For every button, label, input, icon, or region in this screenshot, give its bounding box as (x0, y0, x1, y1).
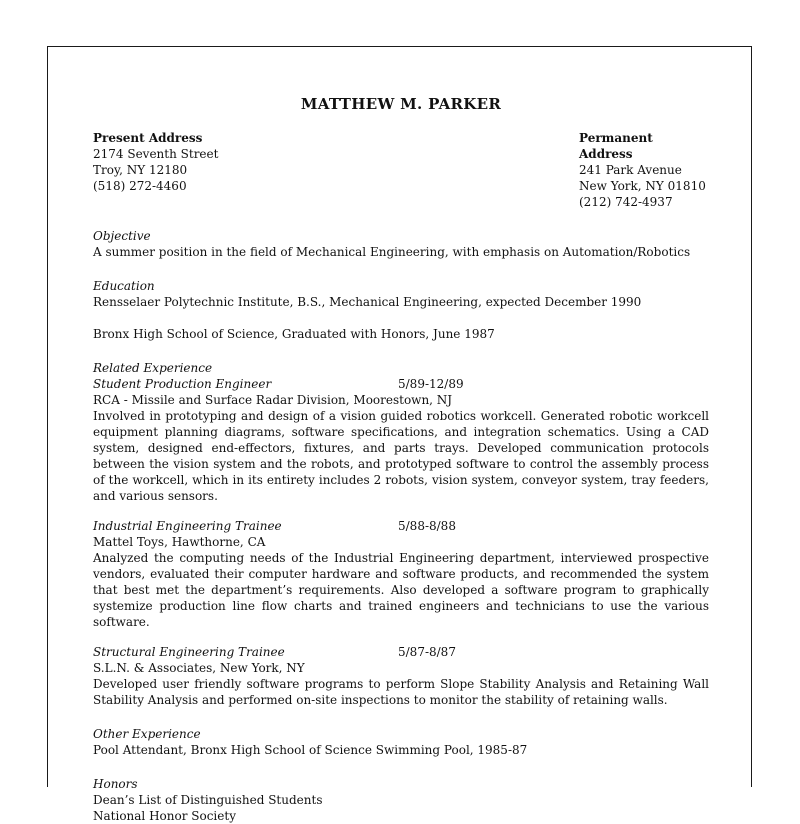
objective-text: A summer position in the field of Mechanical Engineering, with emphasis on Automation/Robotics (93, 245, 691, 259)
education-section (93, 278, 709, 342)
job-employer: S.L.N. & Associates, New York, NY (93, 661, 305, 675)
job-header (93, 376, 709, 392)
job-employer: Mattel Toys, Hawthorne, CA (93, 535, 266, 549)
permanent-address-label: Permanent Address (579, 131, 653, 161)
honors-heading: Honors (93, 777, 138, 791)
job-description: Involved in prototyping and design of a vision guided robotics workcell. Generated robotic workcell equipment planning diagrams, software specifications, and integration schematics. Using a CAD system, designed end-effectors, fixtures, and parts trays. Developed communication protocols between the vision system and the robots, and prototyped software to control the assembly process of the workcell, which in its entirety includes 2 robots, vision system, conveyor system, tray feeders, and various sensors. (93, 409, 709, 503)
job-description: Developed user friendly software programs to perform Slope Stability Analysis and Retaining Wall Stability Analysis and performed on-site inspections to monitor the stability of retaining walls. (93, 677, 709, 707)
present-address-label: Present Address (93, 131, 203, 145)
education-item: Rensselaer Polytechnic Institute, B.S., Mechanical Engineering, expected December 1990 (93, 295, 642, 309)
permanent-address (579, 130, 709, 210)
present-address-line: Troy, NY 12180 (93, 163, 188, 177)
other-experience-text: Pool Attendant, Bronx High School of Science Swimming Pool, 1985-87 (93, 743, 528, 757)
other-experience-heading: Other Experience (93, 727, 201, 741)
objective-section (93, 228, 709, 260)
job-header (93, 644, 709, 660)
job-entry (93, 644, 709, 708)
job-dates: 5/87-8/87 (398, 645, 456, 659)
permanent-address-line: (212) 742-4937 (579, 195, 673, 209)
honors-item: Dean’s List of Distinguished Students (93, 793, 323, 807)
job-header (93, 518, 709, 534)
resume-page (47, 46, 752, 823)
resume-name: MATTHEW M. PARKER (300, 95, 502, 113)
education-heading: Education (93, 279, 155, 293)
other-experience-section (93, 726, 709, 758)
job-description: Analyzed the computing needs of the Industrial Engineering department, interviewed prospective vendors, evaluated their computer hardware and software products, and recommended the system that best met the department’s requirements. Also developed a software program to graphically systemize production line flow charts and trained engineers and technicians to use the various software. (93, 551, 709, 629)
job-dates: 5/88-8/88 (398, 519, 456, 533)
present-address-line: 2174 Seventh Street (93, 147, 219, 161)
related-experience-section (93, 360, 709, 708)
present-address (93, 130, 293, 210)
honors-section (93, 776, 709, 824)
honors-item: National Honor Society (93, 809, 236, 823)
related-experience-heading: Related Experience (93, 361, 213, 375)
address-block (93, 130, 709, 210)
education-item: Bronx High School of Science, Graduated with Honors, June 1987 (93, 327, 495, 341)
permanent-address-line: 241 Park Avenue (579, 163, 682, 177)
job-dates: 5/89-12/89 (398, 377, 464, 391)
present-address-line: (518) 272-4460 (93, 179, 187, 193)
job-entry (93, 518, 709, 630)
permanent-address-line: New York, NY 01810 (579, 179, 706, 193)
job-entry (93, 376, 709, 504)
objective-heading: Objective (93, 229, 151, 243)
job-title: Structural Engineering Trainee (93, 645, 285, 659)
job-title: Student Production Engineer (93, 377, 272, 391)
job-title: Industrial Engineering Trainee (93, 519, 282, 533)
resume-content (93, 96, 709, 824)
job-employer: RCA - Missile and Surface Radar Division, Moorestown, NJ (93, 393, 453, 407)
